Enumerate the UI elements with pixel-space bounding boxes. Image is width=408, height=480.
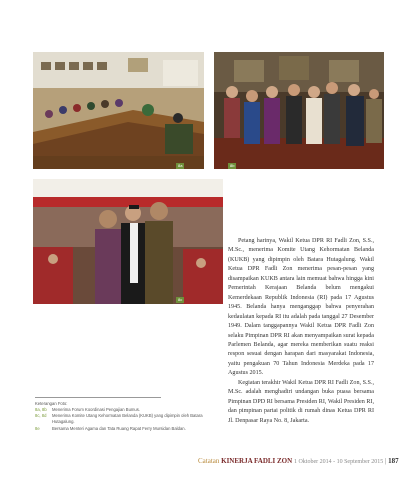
photo-badge: 8c [178,297,183,302]
caption-divider [35,397,161,398]
footer-dates: 1 Oktober 2014 - 10 September 2015 [293,459,384,465]
caption-item [35,426,225,432]
photo-captions [35,397,225,432]
footer-separator: | [385,457,387,465]
photo-meeting-room [33,52,204,169]
photo-three-men-image [33,179,223,304]
footer-catatan: Catatan [198,457,220,465]
footer-kinerja: KINERJA FADLI ZON [221,457,293,465]
caption-heading: Keterangan Foto: [35,400,68,406]
body-text [228,237,374,426]
photo-badge: 8b [230,163,235,168]
body-paragraph: Petang harinya, Wakil Ketua DPR RI Fadli Zon, S.S., M.Sc., menerima Komite Utang Kehormatan Belanda (KUKB) yang dipimpin oleh Batara Hutagalung. Wakil Ketua DPR Fadli Zon menerima pesan-pesan yang disampaikan KUKB antara lain memuat bahwa hingga kini Pemerintah Kerajaan Belanda belum mengakui Kemerdekaan Republik Indonesia (RI) pada 17 Agustus 1945. Belanda hanya menganggap bahwa penyerahan kedaulatan kepada RI itu adalah pada tanggal 27 Desember 1949. Dalam tanggapannya Wakil Ketua DPR Fadli Zon selaku Pimpinan DPR RI akan menyampaikan surat kepada Parlemen Belanda, agar mereka memberikan suatu reaksi respon sesuai dengan harapan dari masyarakat Indonesia, yaitu pengakuan 70 Tahun Indonesia Merdeka pada 17 Agustus 2015. [228,238,374,377]
caption-tag: 8c, 8d [35,413,47,419]
caption-text: Menerima Komite Utang Kehormatan Belanda (KUKB) yang dipimpin oleh Batara Hutagalung. [52,413,203,425]
photo-group-standing-image [214,52,384,169]
photo-meeting-room-image [33,52,204,169]
photo-badge: 8a [178,163,183,168]
photo-three-men [33,179,223,304]
body-paragraph: Kegiatan terakhir Wakil Ketua DPR RI Fadli Zon, S.S., M.Sc. adalah menghadiri undangan buka puasa bersama Pimpinan DPD RI bersama Presiden RI, Wakil Presiden RI, dan pimpinan partai politik di rumah dinas Ketua DPR RI Jl. Denpasar Raya No. 8, Jakarta. [228,379,374,424]
caption-tag: 8e [35,425,40,431]
caption-text: Menerima Forum Koordinasi Pengajian Bumus. [52,406,140,412]
caption-item [35,413,225,426]
page-footer [198,457,399,465]
caption-text: Bersama Menteri Agama dan Tata Ruang Rapat Ferry Mursidan Baldan. [52,425,186,431]
caption-tag: 8a, 8b [35,406,47,412]
photo-group-standing [214,52,384,169]
page-number: 187 [388,457,399,465]
